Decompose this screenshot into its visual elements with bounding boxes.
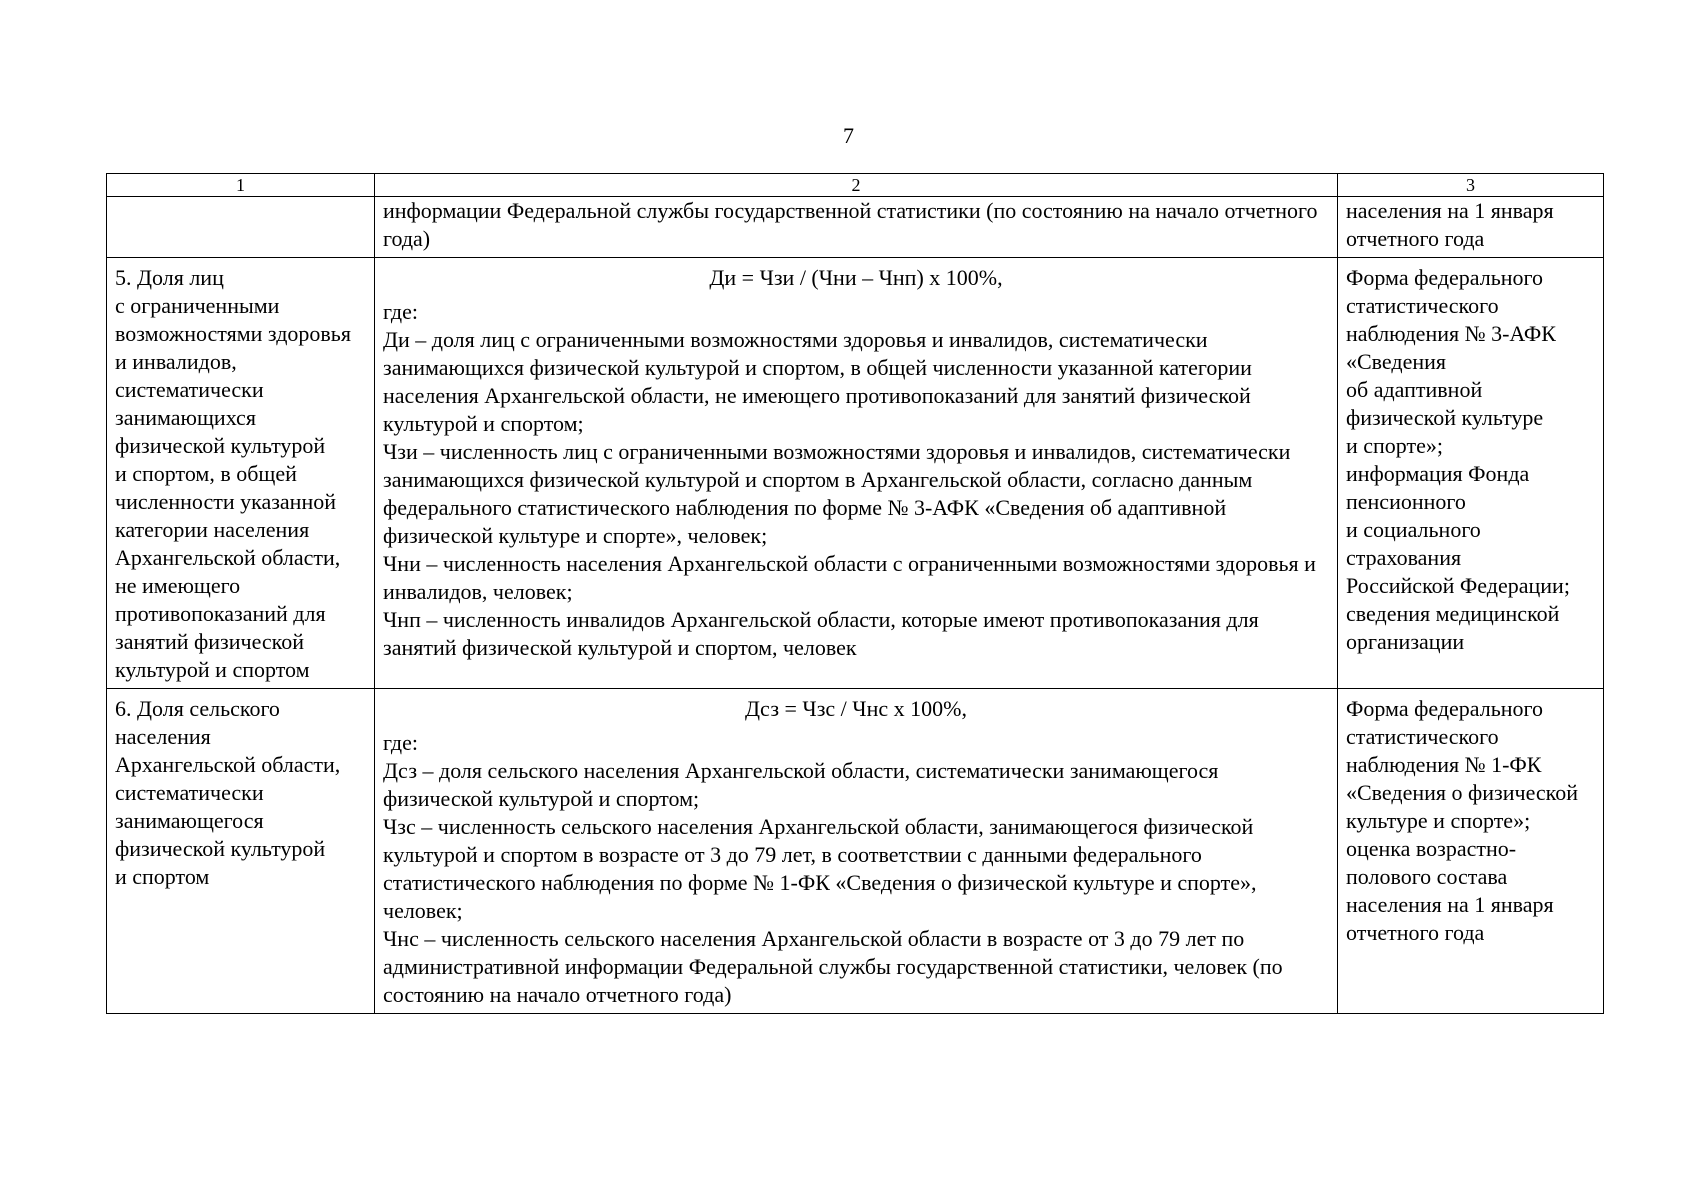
source-line: наблюдения № 1-ФК — [1346, 752, 1542, 777]
source-cell — [1338, 258, 1604, 689]
indicator-line: 5. Доля лиц — [115, 265, 224, 290]
source-line: Форма федерального — [1346, 265, 1543, 290]
indicator-line: культурой и спортом — [115, 657, 310, 682]
indicator-line: и спортом — [115, 864, 210, 889]
formula: Дсз = Чзс / Чнс x 100%, — [745, 696, 967, 721]
indicator-line: занимающихся — [115, 405, 256, 430]
continuation-col3: населения на 1 января отчетного года — [1338, 197, 1604, 258]
definition: Ди – доля лиц с ограниченными возможностями здоровья и инвалидов, систематически занимающихся физической культурой и спортом, в общей численности указанной категории населения Архангельской области, не имеющего противопоказаний для занятий физической культурой и спортом; — [383, 327, 1252, 436]
indicator-line: возможностями здоровья — [115, 321, 351, 346]
source-line: физической культуре — [1346, 405, 1544, 430]
method-cell — [375, 689, 1338, 1014]
definition: Чнп – численность инвалидов Архангельской области, которые имеют противопоказания для занятий физической культурой и спортом, человек — [383, 607, 1259, 660]
source-line: и спорте»; — [1346, 433, 1444, 458]
definition: Чзс – численность сельского населения Архангельской области, занимающегося физической культурой и спортом в возрасте от 3 до 79 лет, в соответствии с данными федерального статистического наблюдения по форме № 1-ФК «Сведения о физической культуре и спорте», человек; — [383, 814, 1257, 923]
definition: Дсз – доля сельского населения Архангельской области, систематически занимающегося физической культурой и спортом; — [383, 758, 1219, 811]
source-line: страхования — [1346, 545, 1462, 570]
source-line: «Сведения о физической — [1346, 780, 1579, 805]
column-header-1: 1 — [107, 174, 375, 197]
method-cell — [375, 258, 1338, 689]
indicator-line: 6. Доля сельского — [115, 696, 280, 721]
page-number: 7 — [843, 123, 854, 148]
indicator-line: и инвалидов, — [115, 349, 237, 374]
source-line: полового состава — [1346, 864, 1508, 889]
source-line: статистического — [1346, 293, 1499, 318]
indicator-line: занимающегося — [115, 808, 264, 833]
indicator-line: населения — [115, 724, 211, 749]
indicator-line: категории населения — [115, 517, 310, 542]
definition: Чнс – численность сельского населения Архангельской области в возрасте от 3 до 79 лет по административной информации Федеральной службы государственной статистики, человек (по состоянию на начало отчетного года) — [383, 926, 1283, 1007]
source-line: «Сведения — [1346, 349, 1447, 374]
source-line: об адаптивной — [1346, 377, 1483, 402]
indicator-line: физической культурой — [115, 836, 326, 861]
table-row — [107, 689, 1604, 1014]
indicator-line: систематически — [115, 780, 264, 805]
where-label: где: — [383, 299, 418, 324]
source-line: организации — [1346, 629, 1465, 654]
source-line: оценка возрастно- — [1346, 836, 1517, 861]
source-line: культуре и спорте»; — [1346, 808, 1531, 833]
definition: Чни – численность населения Архангельской области с ограниченными возможностями здоровья и инвалидов, человек; — [383, 551, 1316, 604]
column-header-2: 2 — [375, 174, 1338, 197]
indicator-cell — [107, 258, 375, 689]
source-line: Форма федерального — [1346, 696, 1543, 721]
indicator-table — [106, 173, 1604, 1014]
indicator-line: и спортом, в общей — [115, 461, 297, 486]
source-line: и социального — [1346, 517, 1481, 542]
indicator-line: систематически — [115, 377, 264, 402]
source-line: населения на 1 января — [1346, 892, 1554, 917]
formula: Ди = Чзи / (Чни – Чнп) x 100%, — [709, 265, 1003, 290]
indicator-line: противопоказаний для — [115, 601, 326, 626]
indicator-line: численности указанной — [115, 489, 336, 514]
continuation-row — [107, 197, 1604, 258]
source-line: пенсионного — [1346, 489, 1466, 514]
source-line: сведения медицинской — [1346, 601, 1560, 626]
source-line: наблюдения № 3-АФК — [1346, 321, 1556, 346]
source-cell — [1338, 689, 1604, 1014]
indicator-line: с ограниченными — [115, 293, 280, 318]
table-row — [107, 258, 1604, 689]
continuation-col1 — [107, 197, 375, 258]
indicator-line: Архангельской области, — [115, 752, 341, 777]
indicator-line: Архангельской области, — [115, 545, 341, 570]
source-line: статистического — [1346, 724, 1499, 749]
where-label: где: — [383, 730, 418, 755]
continuation-col2: информации Федеральной службы государственной статистики (по состоянию на начало отчетного года) — [375, 197, 1338, 258]
table-header-row — [107, 174, 1604, 197]
source-line: информация Фонда — [1346, 461, 1530, 486]
indicator-line: физической культурой — [115, 433, 326, 458]
column-header-3: 3 — [1338, 174, 1604, 197]
source-line: Российской Федерации; — [1346, 573, 1570, 598]
indicator-cell — [107, 689, 375, 1014]
indicator-line: не имеющего — [115, 573, 241, 598]
definition: Чзи – численность лиц с ограниченными возможностями здоровья и инвалидов, систематически занимающихся физической культурой и спортом в Архангельской области, согласно данным федерального статистического наблюдения по форме № 3-АФК «Сведения об адаптивной физической культуре и спорте», человек; — [383, 439, 1291, 548]
source-line: отчетного года — [1346, 920, 1485, 945]
indicator-line: занятий физической — [115, 629, 304, 654]
